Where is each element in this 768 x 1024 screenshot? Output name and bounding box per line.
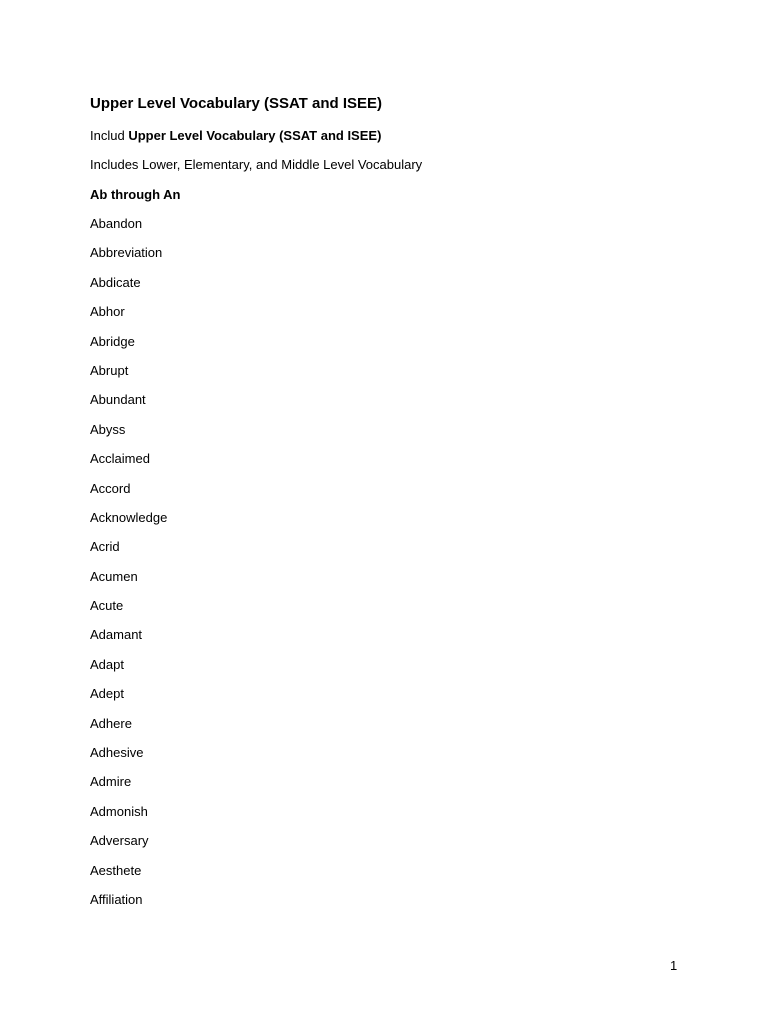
list-item: Affiliation <box>90 891 143 907</box>
list-item: Adept <box>90 686 124 702</box>
list-item: Adamant <box>90 627 143 643</box>
include-line <box>90 128 381 144</box>
document-title: Upper Level Vocabulary (SSAT and ISEE) <box>90 95 383 112</box>
list-item: Adversary <box>90 833 149 849</box>
list-item: Abrupt <box>90 362 129 378</box>
list-item: Acute <box>90 598 124 614</box>
include-prefix: Includ <box>90 128 129 143</box>
list-item: Admire <box>90 774 132 790</box>
include-bold-text: Upper Level Vocabulary (SSAT and ISEE) <box>128 128 382 143</box>
list-item: Abridge <box>90 333 135 349</box>
list-item: Accord <box>90 480 131 496</box>
list-item: Abyss <box>90 421 126 437</box>
includes-line: Includes Lower, Elementary, and Middle Level Vocabulary <box>90 157 423 172</box>
list-item: Acumen <box>90 568 138 584</box>
list-item: Acknowledge <box>90 509 168 525</box>
list-item: Adapt <box>90 656 124 672</box>
list-item: Acclaimed <box>90 451 150 467</box>
list-item: Acrid <box>90 539 120 555</box>
section-heading: Ab through An <box>90 187 181 202</box>
list-item: Abdicate <box>90 274 141 290</box>
list-item: Adhere <box>90 715 132 731</box>
list-item: Abandon <box>90 216 143 231</box>
list-item: Abbreviation <box>90 245 163 261</box>
list-item: Aesthete <box>90 862 142 878</box>
vocabulary-list <box>90 216 167 921</box>
list-item: Abundant <box>90 392 146 408</box>
list-item: Abhor <box>90 304 125 320</box>
page-number: 1 <box>670 958 678 973</box>
list-item: Adhesive <box>90 745 144 761</box>
list-item: Admonish <box>90 803 148 819</box>
